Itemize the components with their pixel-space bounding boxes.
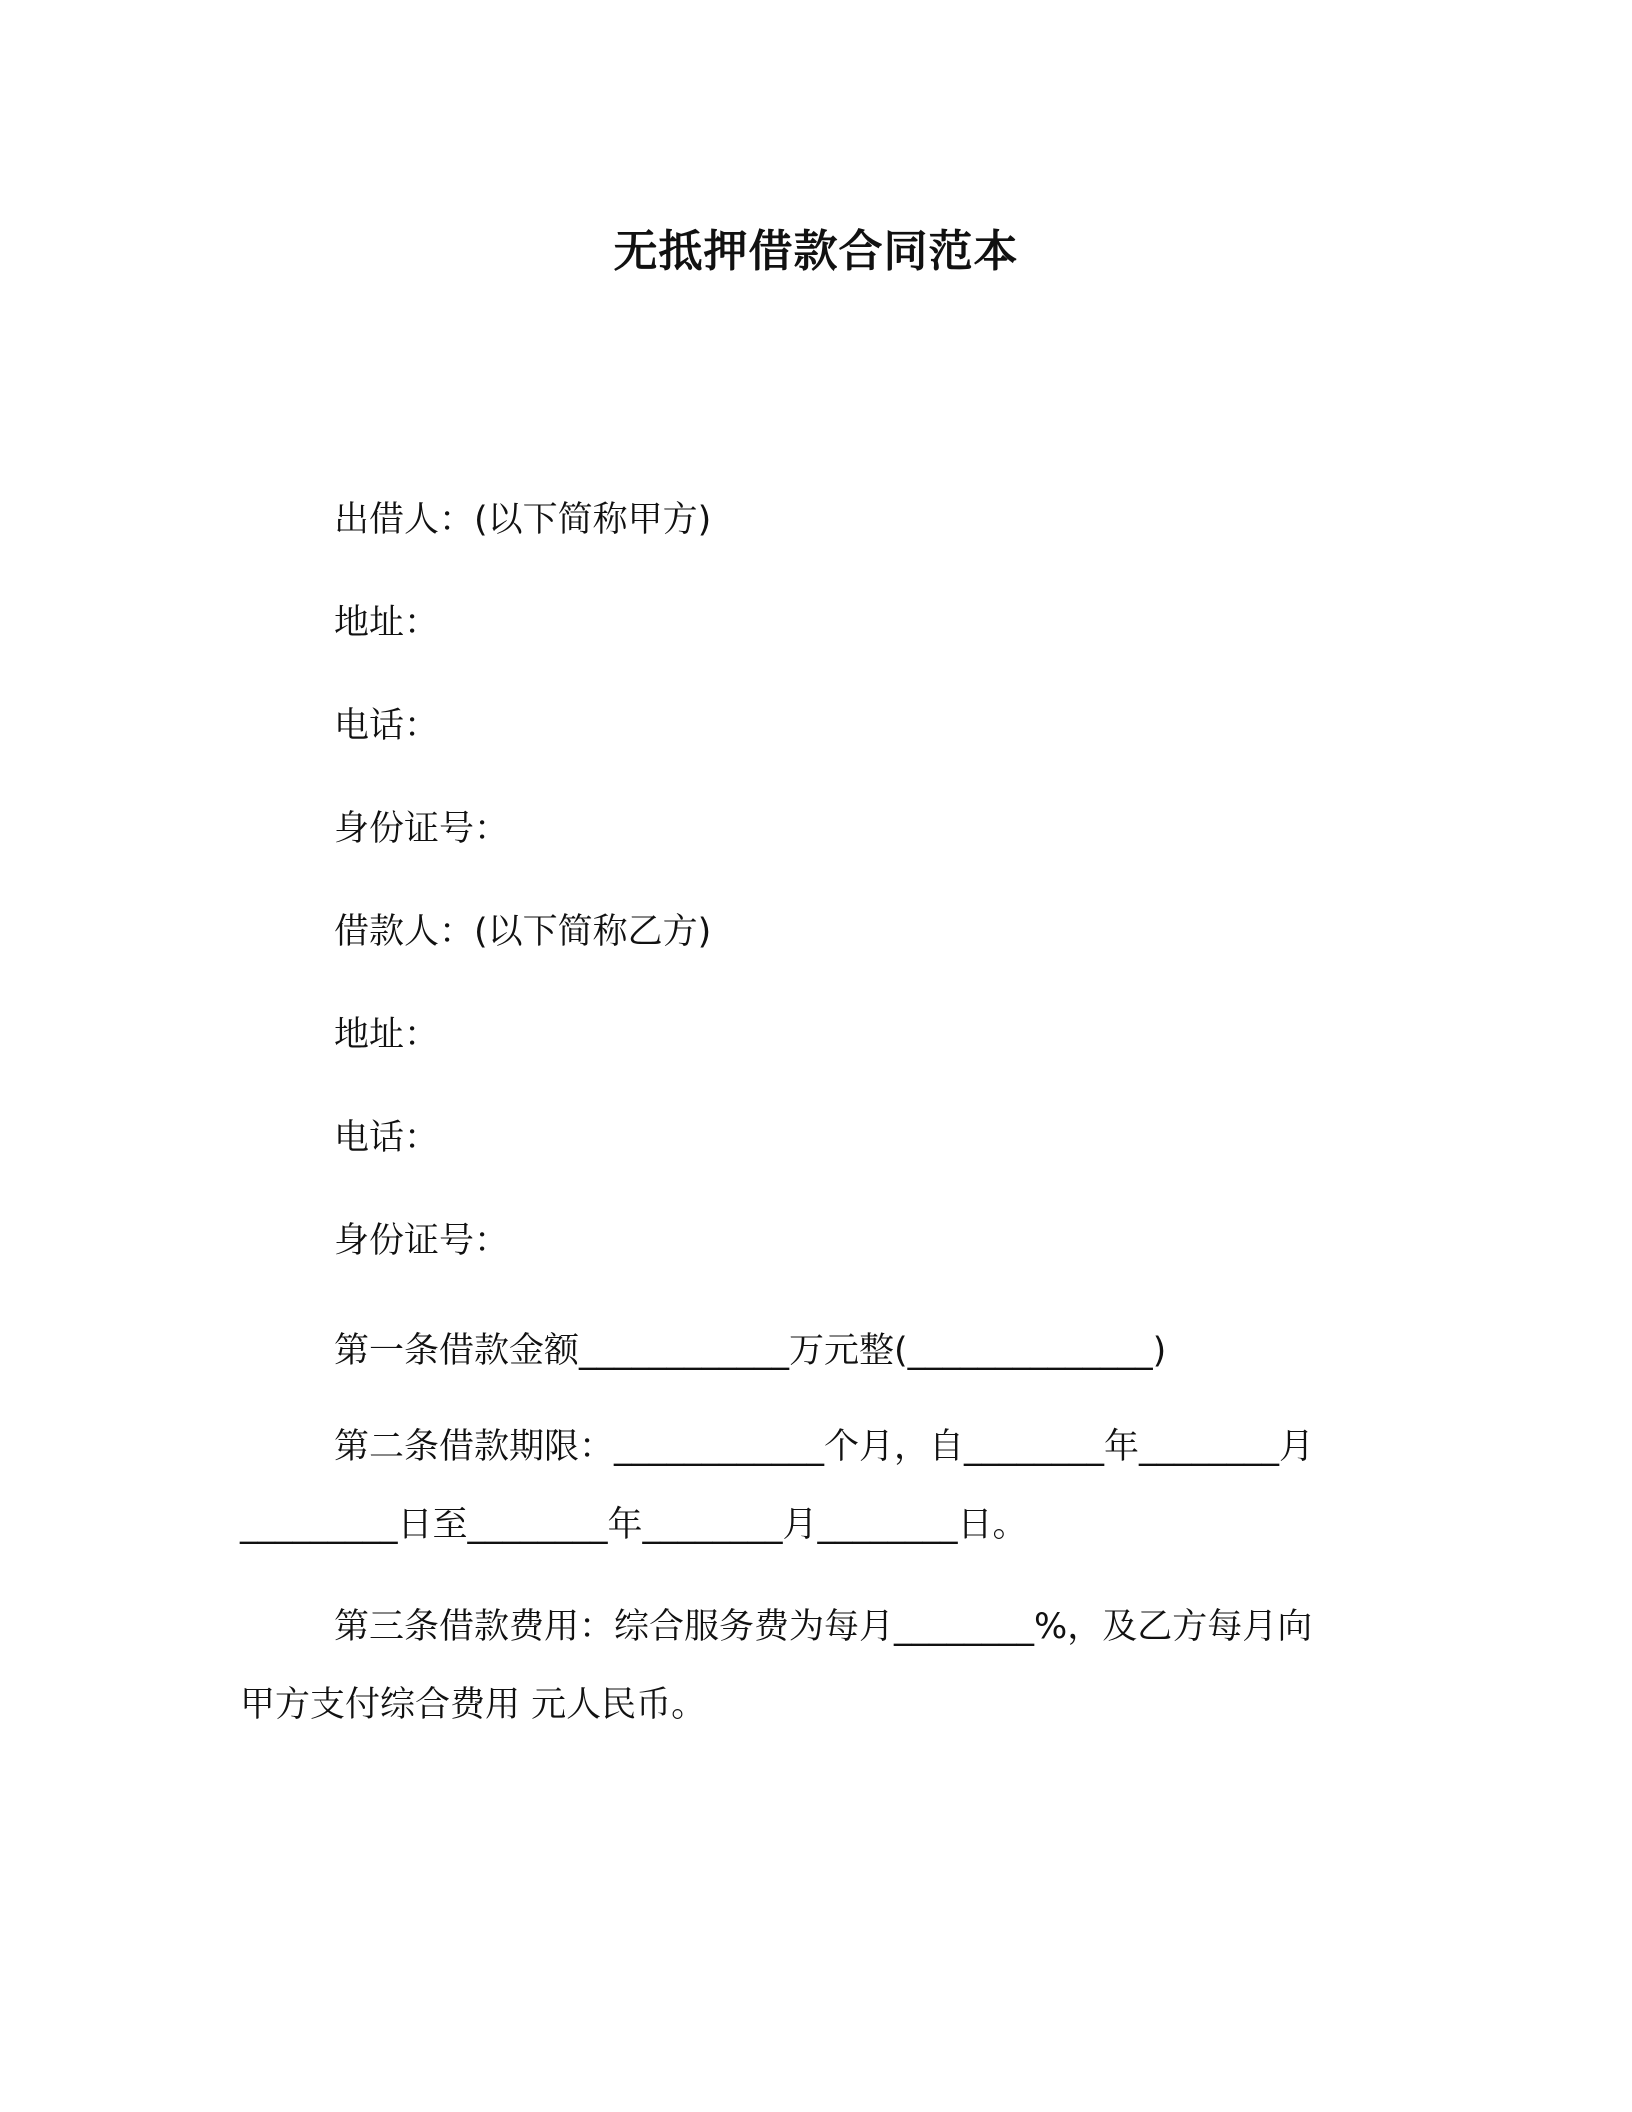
- article-two-continued-line: _________日至________年________月________日。: [240, 1505, 1028, 1545]
- lender-line: 出借人：(以下简称甲方): [334, 500, 712, 540]
- document-title: 无抵押借款合同范本: [613, 226, 1019, 277]
- borrower-address-line: 地址：: [334, 1015, 440, 1055]
- article-three-line: 第三条借款费用：综合服务费为每月________%，及乙方每月向: [334, 1607, 1313, 1647]
- lender-address-line: 地址：: [334, 603, 440, 643]
- borrower-id-line: 身份证号：: [334, 1221, 510, 1261]
- borrower-phone-line: 电话：: [334, 1118, 440, 1158]
- lender-phone-line: 电话：: [334, 706, 440, 746]
- article-two-line: 第二条借款期限：____________个月，自________年________月: [334, 1427, 1315, 1467]
- borrower-line: 借款人：(以下简称乙方): [334, 912, 712, 952]
- lender-id-line: 身份证号：: [334, 809, 510, 849]
- article-one-line: 第一条借款金额____________万元整(______________): [334, 1331, 1167, 1371]
- article-three-continued-line: 甲方支付综合费用 元人民币。: [240, 1685, 707, 1725]
